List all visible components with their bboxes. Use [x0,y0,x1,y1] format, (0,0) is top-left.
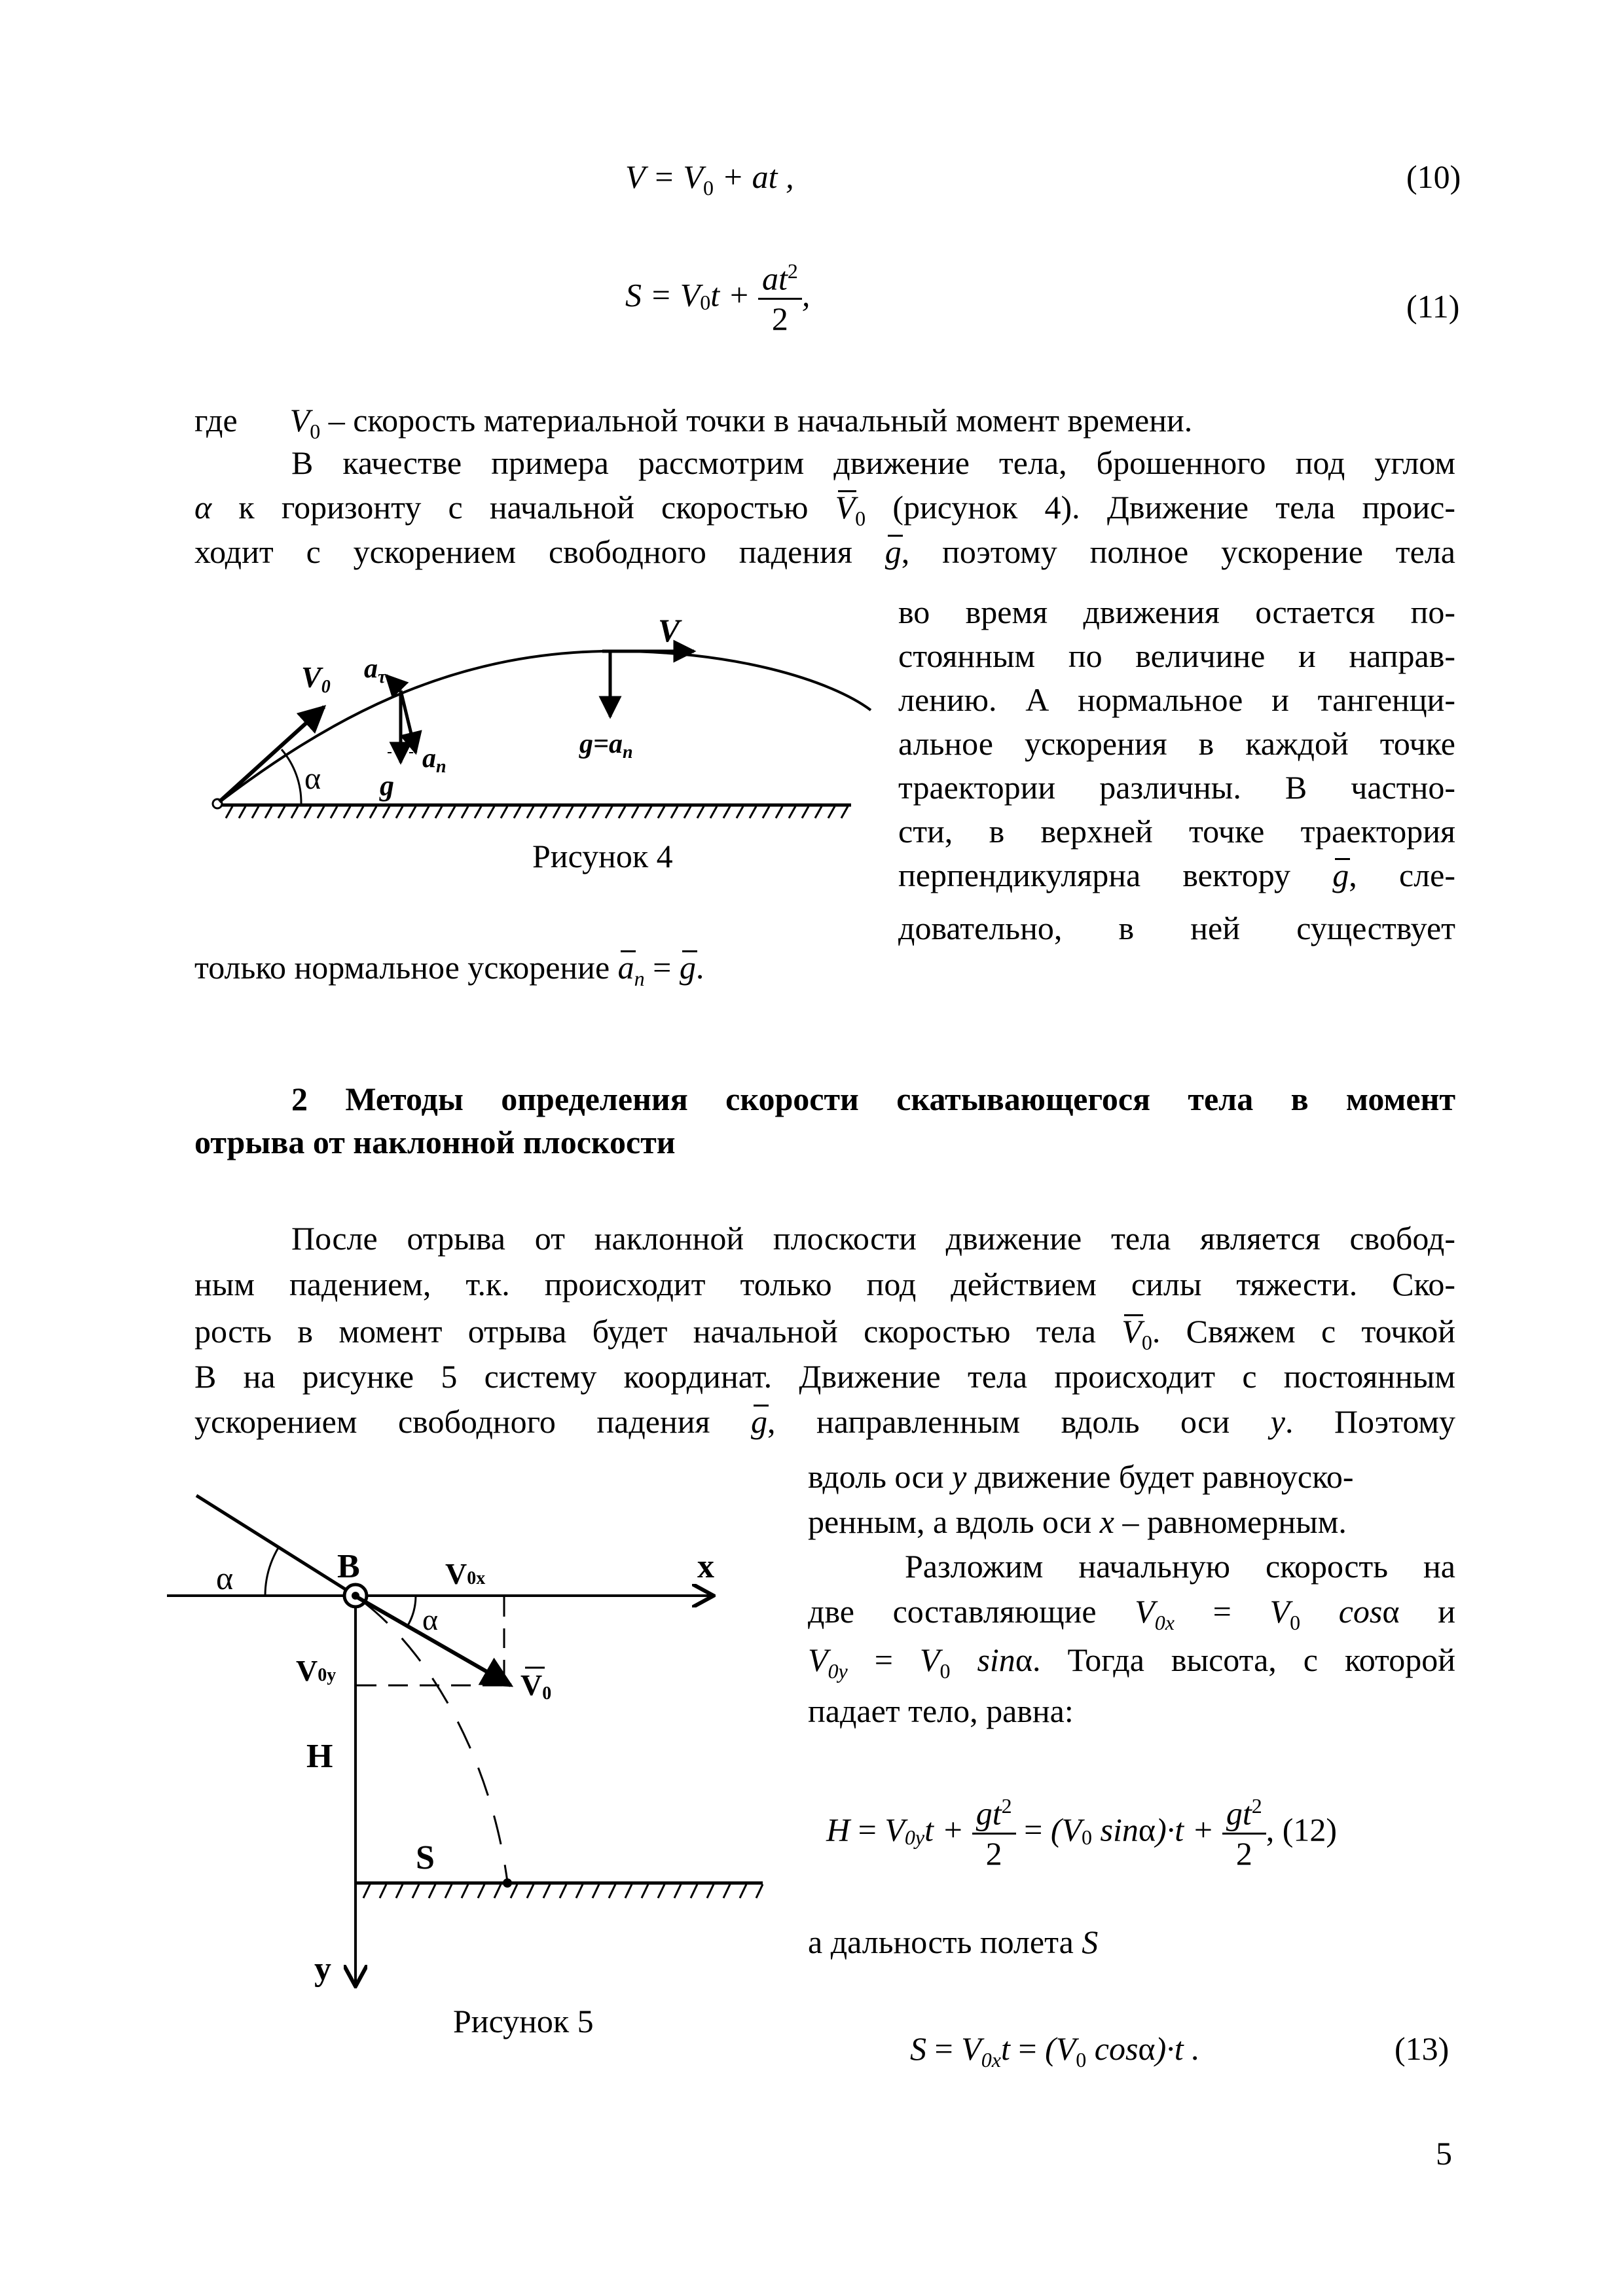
equation-11-number: (11) [1406,288,1460,325]
eq13-close: )·t . [1155,2030,1200,2067]
p1-last-eq: = [644,949,680,986]
p2-r1-b: движение будет равноуско- [966,1458,1354,1495]
p1-l3-b: , поэтому полное ускорение тела [901,533,1455,570]
fig4-an-arrow [401,691,416,753]
eq11-tail: , [801,276,811,314]
fig5-label-x: x [697,1548,714,1585]
p2-r5-eq: = [847,1641,920,1678]
r2: стоянным по величине и направ- [898,637,1455,674]
eq12-alpha: α [1138,1811,1156,1848]
p2-line-3 [194,1312,1455,1362]
p2-r5-sub0: 0 [939,1659,951,1683]
p2-r3: Разложим начальную скорость на [905,1548,1455,1585]
r8: довательно, в ней существует [898,910,1455,946]
p2-l5-b: , направленным вдоль оси [767,1403,1271,1440]
p2-r2 [808,1502,1347,1541]
p1-l3-a: ходит с ускорением свободного падения [194,533,885,570]
p2-r4-sub: 0x [1154,1611,1175,1634]
equation-10-number: (10) [1406,158,1461,195]
p2-l5-a: ускорением свободного падения [194,1403,752,1440]
fig4-hatching [226,806,848,818]
where-v: V [289,402,310,439]
p2-r5-sub: 0y [828,1659,848,1683]
eq12-sup2: 2 [1251,1794,1262,1818]
p2-r4-cos: cos [1300,1593,1383,1630]
eq12-paren: (V [1050,1811,1082,1848]
range-a: а дальность полета [808,1924,1082,1960]
fig5-label-y: y [314,1950,331,1988]
p2-r2-a: ренным, а вдоль оси [808,1503,1100,1540]
p2-r1-y: y [952,1458,967,1495]
eq12-den2: 2 [1235,1835,1252,1872]
p1-line-3 [194,532,1455,571]
fig4-label-alpha: α [304,761,321,796]
g-vector-3: g [679,949,696,986]
fig4-label-g: g [380,770,394,802]
fig4-label-v: V [658,612,680,649]
fig5-label-alpha-left: α [216,1560,234,1596]
eq11-den: 2 [771,300,788,337]
section-title-line-1: 2 Методы определения скорости скатывающегося тела в момент [291,1081,1455,1117]
fig5-hatching [363,1884,763,1898]
fig5-label-v0x: V0x [445,1557,486,1590]
r5: траектории различны. В частно- [898,769,1455,806]
r4: альное ускорения в каждой точке [898,725,1455,762]
eq12-frac1 [972,1787,1016,1873]
range-line [808,1922,1098,1962]
fig5-label-alpha-inner: α [422,1603,439,1636]
equation-11: $S = V_0t$ + $\frac{at^2}{2}$ , [625,252,810,338]
eq12-num2: gt [1226,1795,1252,1832]
fig4-label-atau: aτ [364,654,386,687]
g-vector-2: g [1332,857,1349,893]
p2-line-2: ным падением, т.к. происходит только под действием силы тяжести. Ско- [194,1266,1455,1302]
eq12-t: t + [924,1811,964,1848]
where-rest: – скорость материальной точки в начальный момент времени. [320,402,1193,439]
eq12-den: 2 [985,1835,1002,1872]
eq12-close: )·t + [1156,1811,1214,1848]
p2-r5-sin: sin [950,1641,1015,1678]
equation-10: $V = V_0$ + at , [625,158,794,200]
eq11-t: t + [710,276,750,314]
p2-r4-alpha: α [1382,1593,1400,1630]
p1-l2-sub: 0 [855,507,866,530]
figure-5-caption: Рисунок 5 [453,2003,594,2039]
eq11-sub: 0 [700,290,711,314]
fig5-angle-inner [407,1596,416,1626]
eq13-t: t [1000,2030,1010,2067]
p2-r5-v0: V [919,1641,940,1678]
eq12-num: gt [976,1795,1002,1832]
p2-r2-x: x [1099,1503,1114,1540]
p2-r4-v: V [1135,1593,1155,1630]
section-title-line-2: отрыва от наклонной плоскости [194,1124,676,1160]
r6: сти, в верхней точке траектория [898,813,1455,850]
eq11-num: at [761,260,788,297]
eq13-paren: (V [1045,2030,1076,2067]
p2-r1-a: вдоль оси [808,1458,953,1495]
fig5-label-v0y: V0y [296,1654,337,1687]
eq12-tail: , [1266,1811,1275,1848]
p2-line-4: В на рисунке 5 систему координат. Движение тела происходит с постоянным [194,1358,1455,1395]
p2-r4-eq: = [1175,1593,1270,1630]
fig5-label-v0: V0 [520,1668,552,1704]
an-vector: a [617,949,634,986]
v0-vector: V [835,489,856,526]
eq13-cos: cos [1086,2030,1139,2067]
eq12-sup: 2 [1001,1794,1012,1818]
r7-b: , сле- [1349,857,1455,893]
range-s: S [1082,1924,1099,1960]
eq11-sup: 2 [787,259,798,283]
fig4-label-v0: V0 [301,660,331,697]
r3: лению. А нормальное и тангенци- [898,681,1455,718]
fig5-label-b: B [337,1548,360,1585]
p2-r5-rest: . Тогда высота, с которой [1032,1641,1455,1678]
p1-last-dot: . [695,949,704,986]
fig5-angle-left [265,1548,278,1596]
alpha-symbol: α [194,489,212,526]
p2-r4-sub0: 0 [1290,1611,1301,1634]
eq12-eq2: = [1015,1811,1051,1848]
eq13-sub0: 0 [1076,2048,1087,2072]
eq12-h: H [826,1811,850,1848]
equation-13 [910,2029,1200,2079]
eq10-lhs: V [625,158,645,195]
p2-r5 [808,1640,1455,1691]
eq12-v: V [884,1811,905,1848]
p1-l2-a: к горизонту с начальной скоростью [211,489,835,526]
eq12-sub: 0y [904,1825,925,1849]
eq11-lhs: S [625,276,642,314]
p1-last-a: только нормальное ускорение [194,949,618,986]
eq12-frac2 [1222,1787,1266,1873]
equation-13-number: (13) [1395,2030,1450,2067]
eq13-eq1: = [926,2030,962,2067]
equation-12 [826,1787,1337,1873]
where-word: где [194,402,238,439]
p2-l3-sub: 0 [1141,1331,1152,1354]
page-number: 5 [1436,2135,1452,2172]
figure-5 [157,1486,786,1996]
p1-line-2 [194,488,1455,538]
fig5-trajectory [365,1604,507,1882]
p2-r1 [808,1457,1354,1496]
where-sub: 0 [310,420,321,443]
p2-r6: падает тело, равна: [808,1693,1074,1729]
p2-line-1: После отрыва от наклонной плоскости движение тела является свобод- [291,1220,1455,1257]
eq10-rest: + at , [713,158,794,195]
eq10-sub: 0 [702,176,714,200]
eq13-alpha: α [1138,2030,1156,2067]
p2-r4 [808,1592,1455,1642]
eq13-eq2: = [1010,2030,1046,2067]
eq13-v: V [961,2030,981,2067]
p2-l5-y: y [1270,1403,1285,1440]
eq13-s: S [910,2030,926,2067]
fig4-label-an: an [422,744,447,777]
eq12-sin: sin [1092,1811,1139,1848]
figure-4-caption: Рисунок 4 [532,838,673,874]
v0-vector-2: V [1122,1313,1142,1350]
fig4-label-g-eq-an: g=an [579,729,633,762]
eq12-eq1: = [850,1811,885,1848]
fig5-label-h: H [306,1738,333,1775]
eq11-fraction [758,252,802,338]
p1-line-1: В качестве примера рассмотрим движение тела, брошенного под углом [291,444,1455,481]
eq11-v: V [680,276,701,314]
p1-last-line [194,948,704,998]
an-sub: n [634,967,645,990]
p2-l3-a: рость в момент отрыва будет начальной скоростью тела [194,1313,1122,1350]
eq13-sub: 0x [981,2048,1001,2072]
fig4-atau-arrow [386,675,401,691]
p2-r2-b: – равномерным. [1114,1503,1347,1540]
p2-r4-and: и [1438,1593,1455,1630]
p1-l2-b: (рисунок 4). Движение тела проис- [866,489,1455,526]
g-vector-4: g [751,1403,768,1440]
fig5-label-s: S [416,1839,435,1876]
p2-r5-alpha: α [1015,1641,1033,1678]
r1: во время движения остается по- [898,594,1455,630]
eq10-v: V [683,158,703,195]
eq12-sub0: 0 [1082,1825,1093,1849]
p2-r4-a: две составляющие [808,1593,1097,1630]
g-vector: g [884,533,902,570]
p2-r5-v: V [808,1641,828,1678]
p2-r4-v0: V [1269,1593,1290,1630]
r7-a: перпендикулярна вектору [898,857,1333,893]
p2-line-5 [194,1402,1455,1441]
p2-l3-b: . Свяжем с точкой [1152,1313,1455,1350]
equation-12-number: (12) [1282,1811,1338,1848]
p2-l5-c: . Поэтому [1285,1403,1456,1440]
